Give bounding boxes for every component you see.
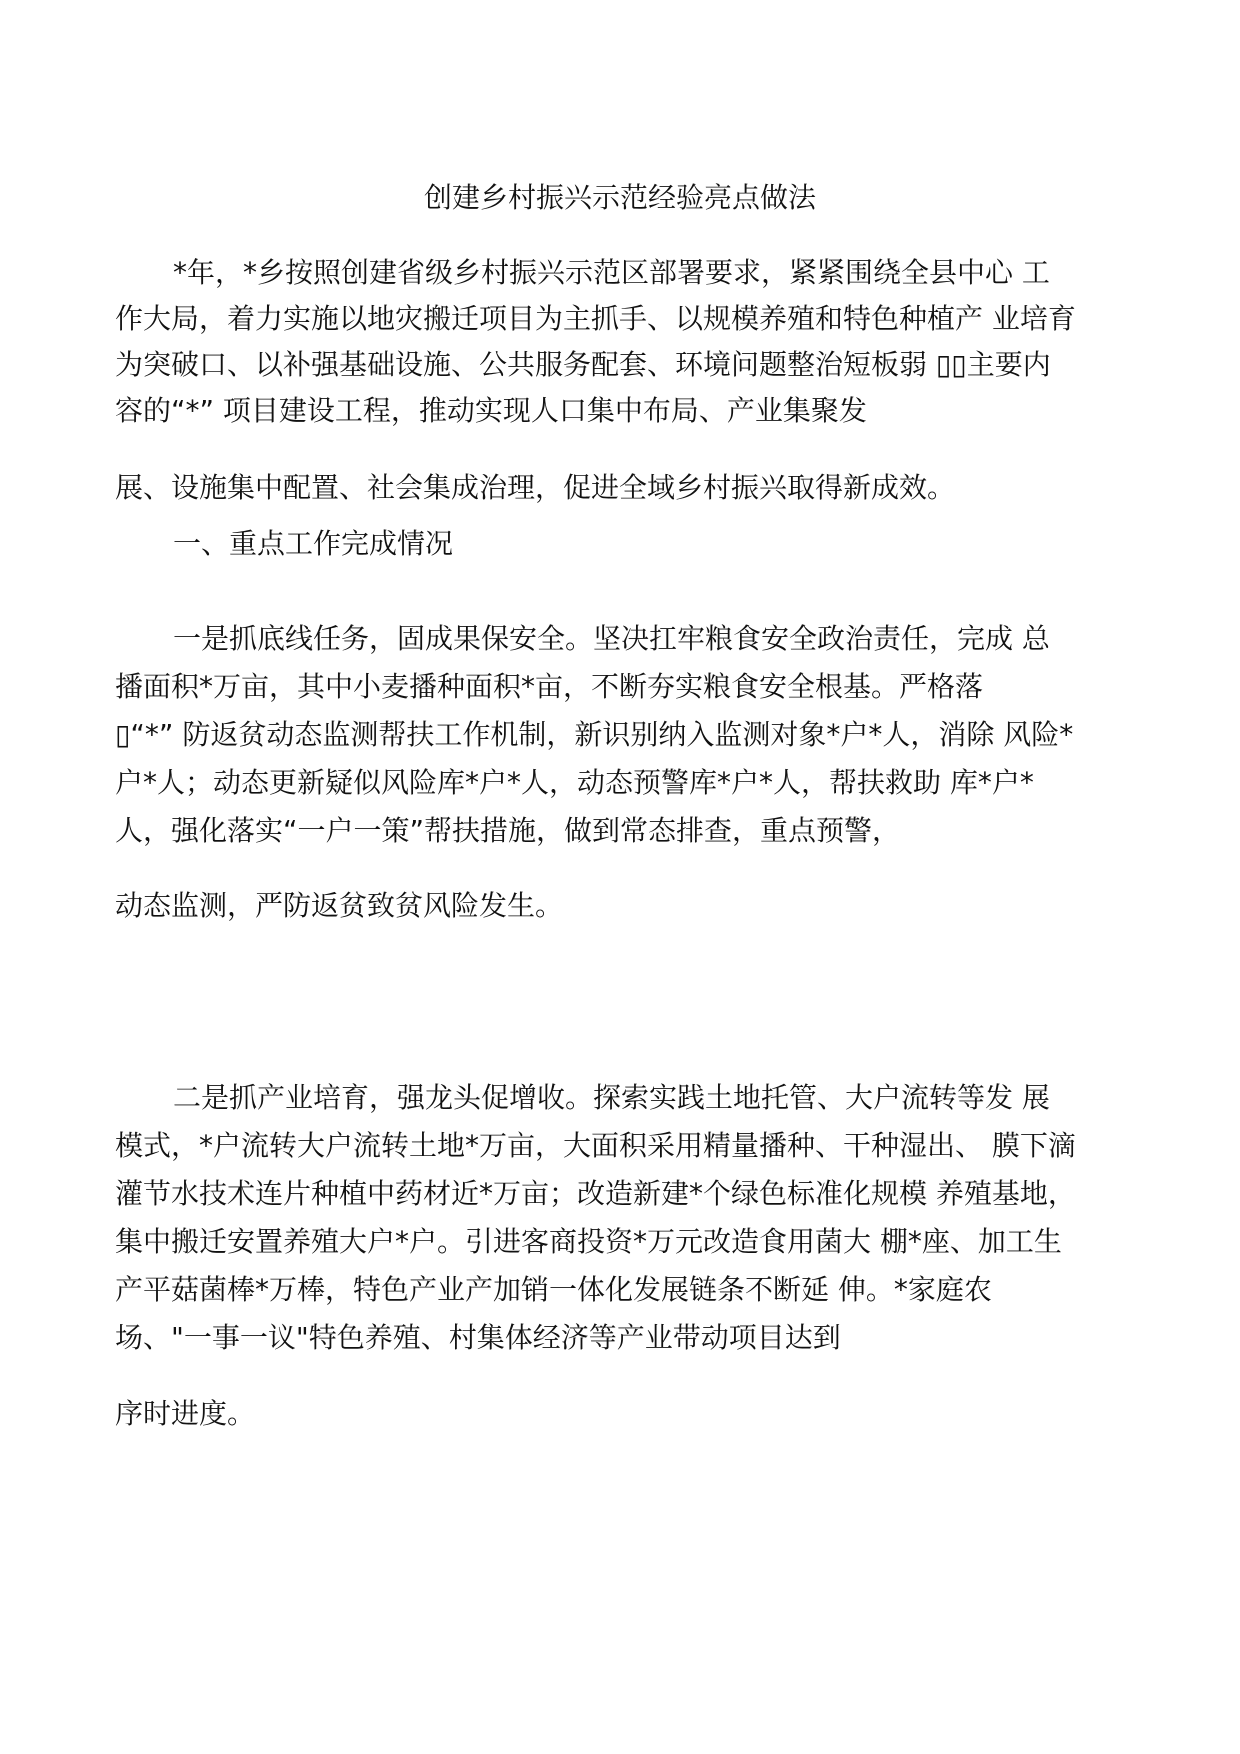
para1-line-4: 户*人；动态更新疑似风险库*户*人，动态预警库*户*人，帮扶救助 库*户* (115, 766, 1034, 799)
para2-line-4: 集中搬迁安置养殖大户*户。引进客商投资*万元改造食用菌大 棚*座、加工生 (115, 1225, 1062, 1258)
section-heading: 一、重点工作完成情况 (173, 527, 454, 560)
intro-line-4: 容的“*” 项目建设工程，推动实现人口集中布局、产业集聚发 (115, 394, 867, 427)
para2-line-7: 序时进度。 (115, 1397, 256, 1430)
intro-line-5: 展、设施集中配置、社会集成治理，促进全域乡村振兴取得新成效。 (115, 471, 956, 504)
para1-line-2: 播面积*万亩，其中小麦播种面积*亩，不断夯实粮食安全根基。严格落 (115, 670, 984, 703)
para1-line-1: 一是抓底线任务，固成果保安全。坚决扛牢粮食安全政治责任，完成 总 (173, 622, 1050, 655)
intro-line-2: 作大局，着力实施以地灾搬迁项目为主抓手、以规模养殖和特色种植产 业培育 (115, 302, 1076, 335)
intro-line-1: *年，*乡按照创建省级乡村振兴示范区部署要求，紧紧围绕全县中心 工 (173, 256, 1050, 289)
para2-line-6: 场、"一事一议"特色养殖、村集体经济等产业带动项目达到 (115, 1321, 841, 1354)
para1-line-5: 人，强化落实“一户一策”帮扶措施，做到常态排查，重点预警， (115, 814, 901, 847)
para2-line-3: 灌节水技术连片种植中药材近*万亩；改造新建*个绿色标准化规模 养殖基地， (115, 1177, 1076, 1210)
para2-line-1: 二是抓产业培育，强龙头促增收。探索实践土地托管、大户流转等发 展 (173, 1081, 1050, 1114)
intro-line-3: 为突破口、以补强基础设施、公共服务配套、环境问题整治短板弱 ▯▯主要内 (115, 348, 1051, 381)
document-title: 创建乡村振兴示范经验亮点做法 (423, 181, 816, 214)
para2-line-2: 模式，*户流转大户流转土地*万亩，大面积采用精量播种、干种湿出、 膜下滴 (115, 1129, 1076, 1162)
para2-line-5: 产平菇菌棒*万棒，特色产业产加销一体化发展链条不断延 伸。*家庭农 (115, 1273, 992, 1306)
para1-line-6: 动态监测，严防返贫致贫风险发生。 (115, 889, 564, 922)
para1-line-3: ▯“*” 防返贫动态监测帮扶工作机制，新识别纳入监测对象*户*人，消除 风险* (115, 718, 1074, 751)
